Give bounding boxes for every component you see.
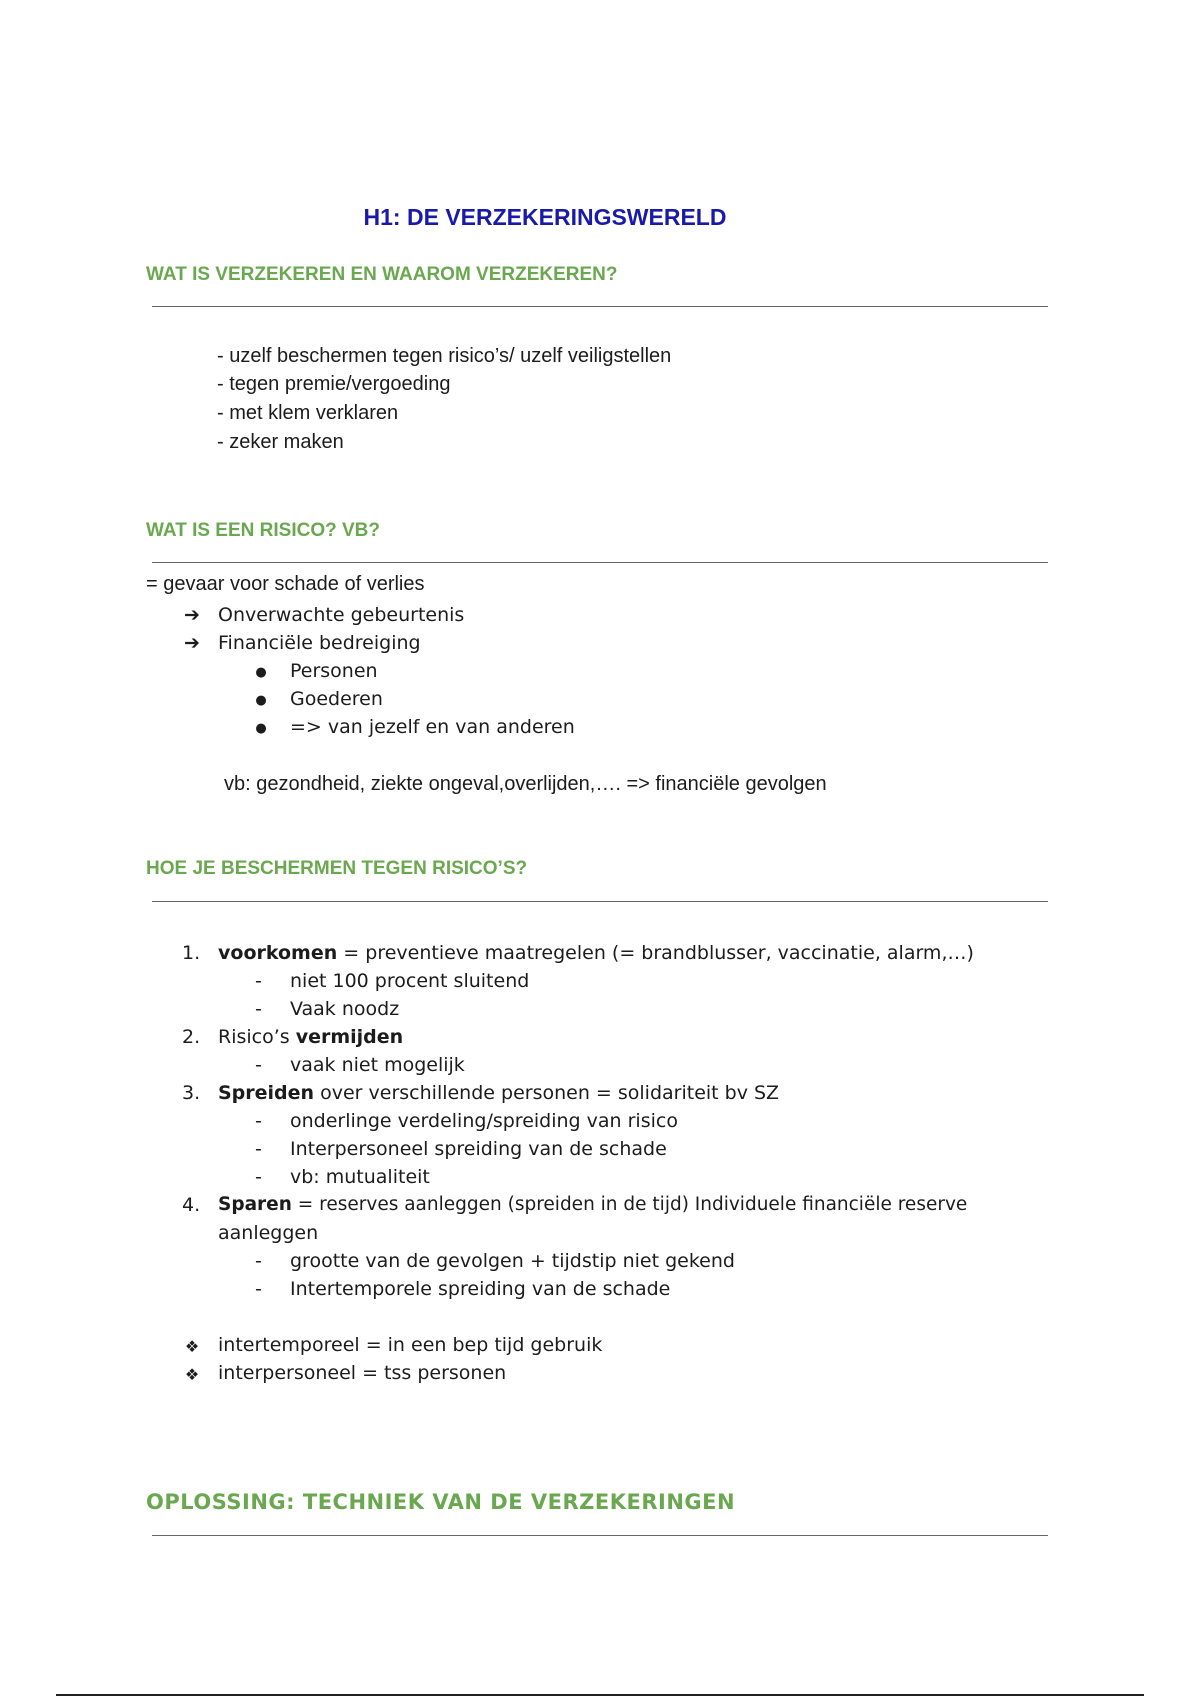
page-bottom-rule [56,1694,1144,1696]
page-title: H1: DE VERZEKERINGSWERELD [363,204,727,230]
arrow-list-item: Financiële bedreiging [218,632,421,654]
numbered-item-spreiden [218,1082,779,1104]
sub-item: Interpersoneel spreiding van de schade [290,1138,667,1160]
sub-item: Vaak noodz [290,998,400,1020]
bullet-icon: ● [255,665,267,680]
emphasis-text: Spreiden [218,1082,315,1104]
sub-item: grootte van de gevolgen + tijdstip niet gekend [290,1250,735,1272]
arrow-icon: ➔ [184,632,200,654]
section-heading-beschermen: HOE JE BESCHERMEN TEGEN RISICO’S? [146,858,528,879]
section-divider [152,901,1048,902]
item-text: over verschillende personen = solidariteit bv SZ [314,1082,780,1104]
list-item: - zeker maken [217,431,344,453]
dash-marker: - [255,970,262,992]
bullet-item: Personen [290,660,378,682]
diamond-bullet-icon: ❖ [184,1337,200,1356]
sub-item: niet 100 procent sluitend [290,970,530,992]
bullet-item: Goederen [290,688,383,710]
dash-marker: - [255,1138,262,1160]
dash-marker: - [255,1166,262,1188]
emphasis-text: Sparen [218,1194,292,1215]
dash-marker: - [255,998,262,1020]
sub-item: onderlinge verdeling/spreiding van risico [290,1110,678,1132]
dash-marker: - [255,1250,262,1272]
arrow-icon: ➔ [184,604,200,626]
list-number: 2. [182,1026,201,1048]
numbered-item-sparen [218,1194,967,1215]
numbered-item-voorkomen [218,942,974,964]
sub-item: vaak niet mogelijk [290,1054,465,1076]
note-item: interpersoneel = tss personen [218,1362,507,1384]
arrow-list-item: Onverwachte gebeurtenis [218,604,465,626]
definition-text: = gevaar voor schade of verlies [146,573,425,595]
sub-item: Intertemporele spreiding van de schade [290,1278,671,1300]
section-heading-oplossing: OPLOSSING: TECHNIEK VAN DE VERZEKERINGEN [146,1490,736,1514]
emphasis-text: voorkomen [218,942,338,964]
list-item: - met klem verklaren [217,402,399,424]
section-divider [152,562,1048,563]
dash-marker: - [255,1054,262,1076]
list-number: 3. [182,1082,201,1104]
bullet-item: => van jezelf en van anderen [290,716,575,738]
bullet-icon: ● [255,721,267,736]
note-item: intertemporeel = in een bep tijd gebruik [218,1334,603,1356]
item-text: = reserves aanleggen (spreiden in de tijd) Individuele financiële reserve [291,1194,968,1215]
section-heading-verzekeren: WAT IS VERZEKEREN EN WAAROM VERZEKEREN? [146,264,618,285]
list-number: 1. [182,942,201,964]
emphasis-text: vermijden [295,1026,404,1048]
item-text: Risico’s [218,1026,296,1048]
section-divider [152,306,1048,307]
example-text: vb: gezondheid, ziekte ongeval,overlijden,…. => financiële gevolgen [224,773,827,795]
list-item: - uzelf beschermen tegen risico’s/ uzelf veiligstellen [217,345,672,367]
diamond-bullet-icon: ❖ [184,1365,200,1384]
item-text: = preventieve maatregelen (= brandblusser, vaccinatie, alarm,…) [337,942,974,964]
dash-marker: - [255,1110,262,1132]
numbered-item-vermijden [218,1026,403,1048]
section-divider [152,1535,1048,1536]
sub-item: vb: mutualiteit [290,1166,430,1188]
list-number: 4. [182,1194,201,1216]
list-item: - tegen premie/vergoeding [217,373,451,395]
dash-marker: - [255,1278,262,1300]
item-text-continued: aanleggen [218,1222,319,1244]
section-heading-risico: WAT IS EEN RISICO? VB? [146,520,380,541]
bullet-icon: ● [255,693,267,708]
